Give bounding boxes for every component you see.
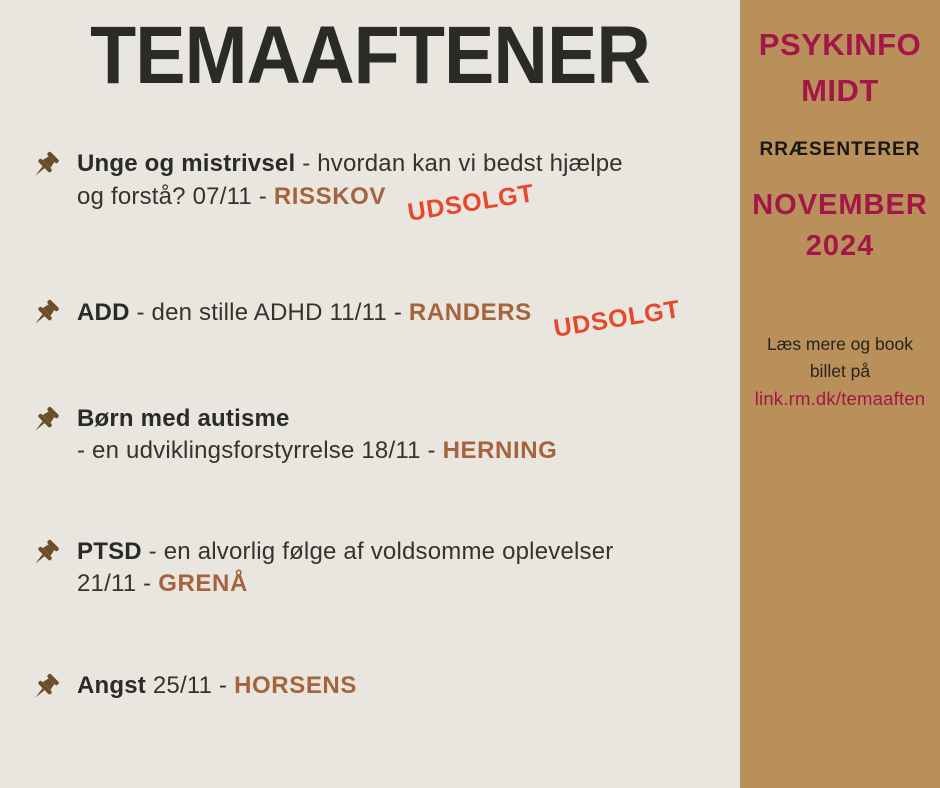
booking-info-text: Læs mere og book billet på <box>767 334 913 381</box>
pushpin-icon <box>30 404 62 438</box>
month-title: NOVEMBER 2024 <box>752 189 928 262</box>
event-text <box>77 403 557 467</box>
event-title: Angst <box>77 672 146 699</box>
event-title: Unge og mistrivsel <box>77 150 296 177</box>
event-item-angst <box>30 670 357 705</box>
event-description: - en alvorlig følge af voldsomme oplevelser <box>141 538 614 565</box>
booking-link: link.rm.dk/temaaften <box>754 388 926 409</box>
event-location: HORSENS <box>234 672 357 699</box>
soldout-badge: UDSOLGT <box>405 179 537 227</box>
page-title: TEMAAFTENER <box>90 10 650 101</box>
presents-label: RRÆSENTERER <box>759 139 921 160</box>
event-location: RISSKOV <box>273 183 387 210</box>
event-description: 21/11 - <box>77 570 159 597</box>
event-description: - hvordan kan vi bedst hjælpe <box>295 150 623 177</box>
event-location: RANDERS <box>408 299 532 326</box>
soldout-badge: UDSOLGT <box>551 295 683 343</box>
event-item-ptsd <box>30 536 613 600</box>
pushpin-icon <box>30 297 62 331</box>
event-description: og forstå? 07/11 - <box>77 183 274 210</box>
pushpin-icon <box>30 537 62 571</box>
event-text <box>77 670 357 702</box>
event-description: 25/11 - <box>146 672 235 699</box>
event-description: - den stille ADHD 11/11 - <box>129 299 409 326</box>
event-description: - en udviklingsforstyrrelse 18/11 - <box>77 437 443 464</box>
sidebar <box>740 0 940 788</box>
event-title: PTSD <box>77 538 142 565</box>
event-item-unge-og-mistrivsel <box>30 148 623 227</box>
event-location: HERNING <box>442 437 558 464</box>
brand-title: PSYKINFO MIDT <box>758 27 922 108</box>
pushpin-icon <box>30 149 62 183</box>
event-item-boern-med-autisme <box>30 403 557 467</box>
event-title: ADD <box>77 299 130 326</box>
event-item-add <box>30 295 683 343</box>
event-title: Børn med autisme <box>77 405 290 432</box>
pushpin-icon <box>30 671 62 705</box>
event-text <box>77 536 613 600</box>
event-location: GRENÅ <box>158 570 248 597</box>
event-text <box>77 295 683 343</box>
event-text <box>77 148 623 227</box>
